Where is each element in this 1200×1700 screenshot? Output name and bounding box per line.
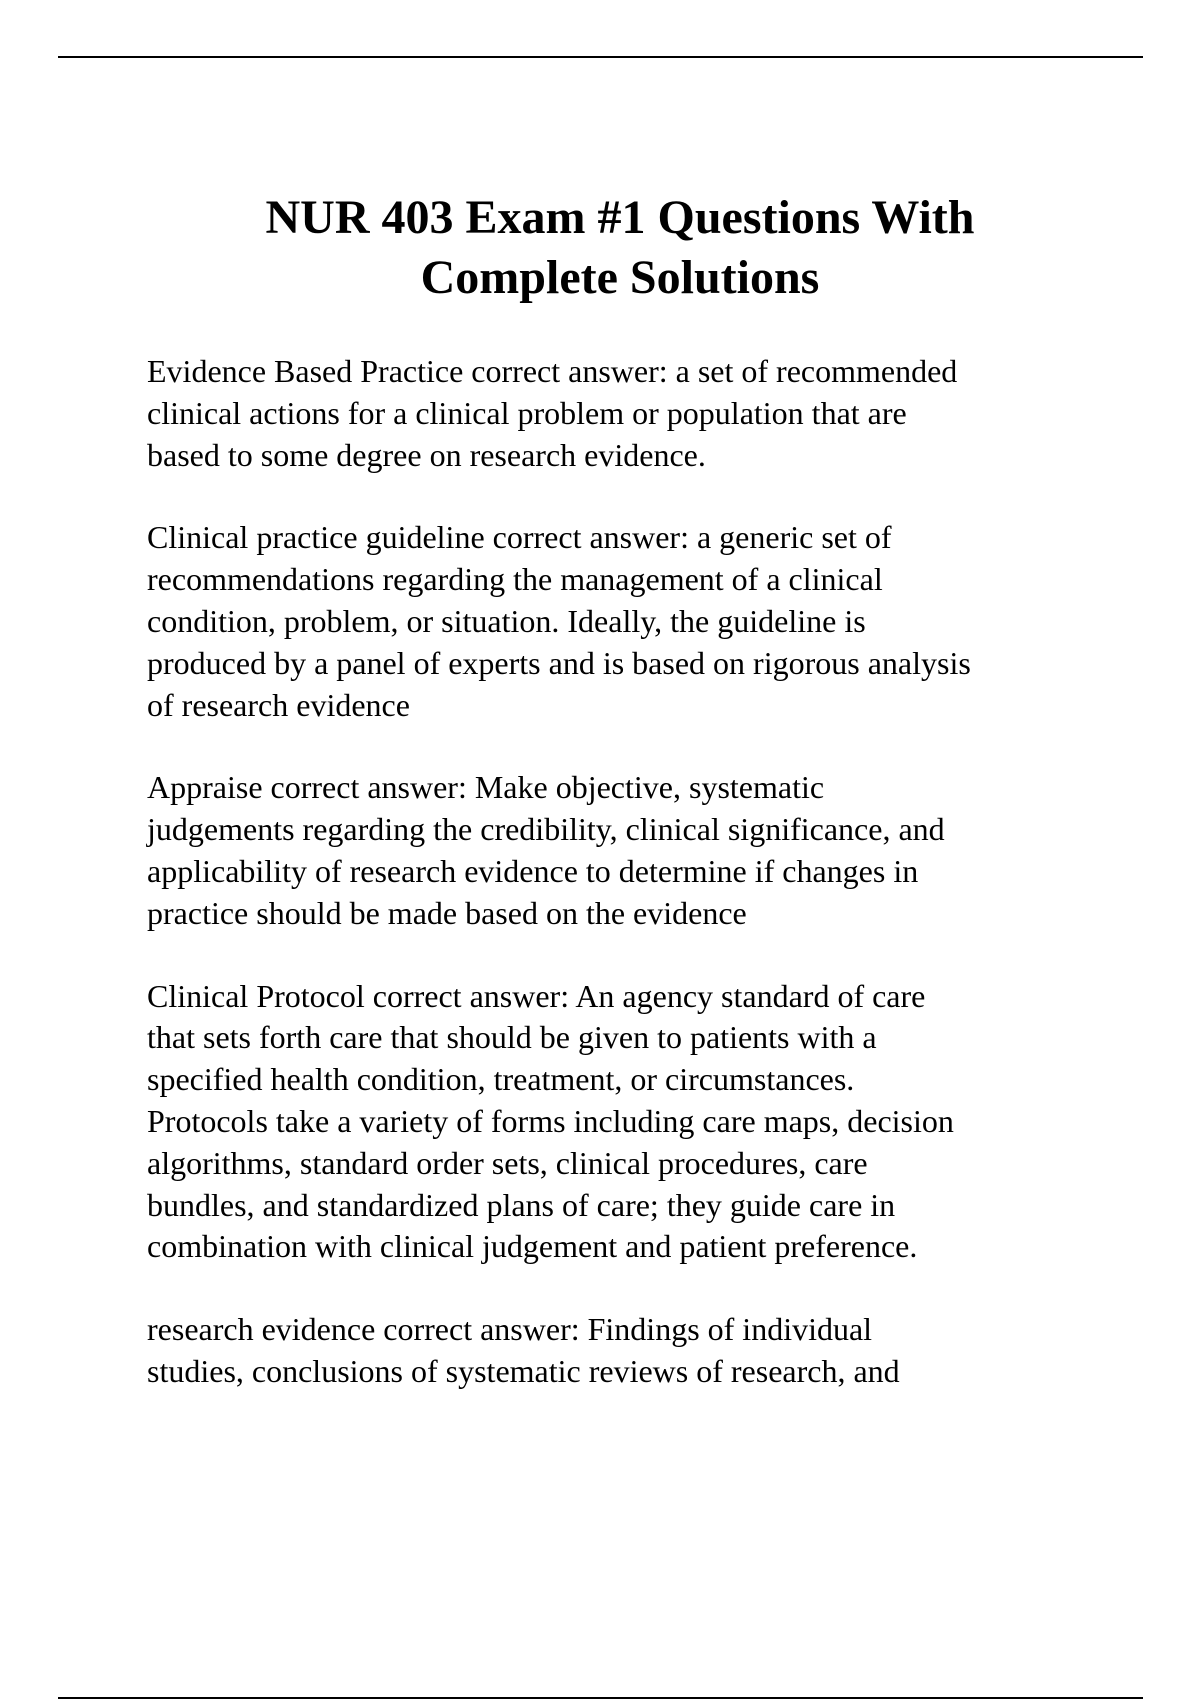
qa-entry-evidence-based-practice: [147, 351, 1147, 476]
entry-line: applicability of research evidence to determine if changes in: [147, 852, 919, 889]
entry-line: that sets forth care that should be given to patients with a: [147, 1019, 877, 1056]
qa-entry-clinical-protocol: [147, 976, 1147, 1269]
qa-entry-appraise: [147, 767, 1147, 934]
entry-line: bundles, and standardized plans of care; they guide care in: [147, 1186, 896, 1223]
entry-line: Clinical practice guideline correct answer: a generic set of: [147, 519, 892, 556]
entry-line: studies, conclusions of systematic reviews of research, and: [147, 1352, 900, 1389]
qa-entries: [147, 351, 1147, 1434]
entry-line: recommendations regarding the management of a clinical: [147, 561, 883, 598]
qa-entry-clinical-practice-guideline: [147, 517, 1147, 726]
qa-entry-research-evidence: [147, 1309, 1147, 1393]
entry-line: judgements regarding the credibility, clinical significance, and: [147, 811, 945, 848]
entry-line: of research evidence: [147, 686, 410, 723]
document-title: [0, 188, 1200, 308]
entry-line: practice should be made based on the evidence: [147, 894, 747, 931]
entry-line: Protocols take a variety of forms including care maps, decision: [147, 1102, 954, 1139]
entry-line: condition, problem, or situation. Ideally, the guideline is: [147, 602, 866, 639]
entry-line: based to some degree on research evidence.: [147, 436, 706, 473]
entry-line: produced by a panel of experts and is based on rigorous analysis: [147, 644, 971, 681]
entry-line: Clinical Protocol correct answer: An agency standard of care: [147, 977, 926, 1014]
entry-line: research evidence correct answer: Findings of individual: [147, 1311, 873, 1348]
entry-line: combination with clinical judgement and patient preference.: [147, 1228, 918, 1265]
bottom-rule: [58, 1697, 1143, 1699]
top-rule: [58, 56, 1143, 58]
title-line: Complete Solutions: [420, 251, 820, 304]
entry-line: algorithms, standard order sets, clinical procedures, care: [147, 1144, 868, 1181]
entry-line: Evidence Based Practice correct answer: a set of recommended: [147, 353, 958, 389]
entry-line: specified health condition, treatment, or circumstances.: [147, 1061, 855, 1098]
title-line: NUR 403 Exam #1 Questions With: [265, 191, 975, 244]
entry-line: Appraise correct answer: Make objective, systematic: [147, 769, 825, 806]
entry-line: clinical actions for a clinical problem or population that are: [147, 394, 907, 431]
